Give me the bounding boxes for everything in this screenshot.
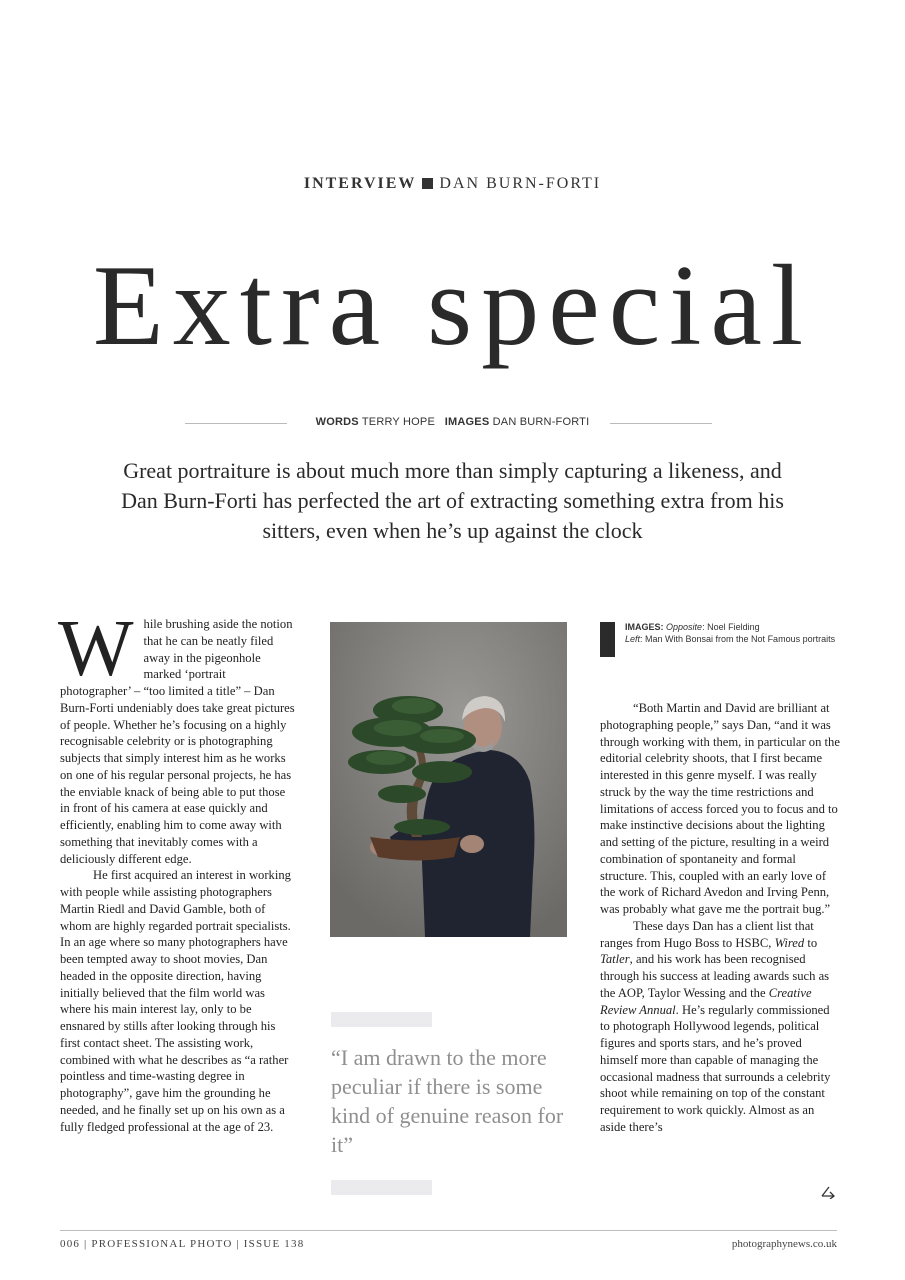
caption-left-label: Left (625, 634, 641, 644)
byline (0, 416, 905, 428)
images-author: DAN BURN-FORTI (492, 416, 590, 428)
words-label: WORDS (315, 416, 359, 428)
caption-opposite-text: : Noel Fielding (702, 622, 760, 632)
subject-label: DAN BURN-FORTI (439, 175, 602, 192)
pullquote: “I am drawn to the more peculiar if there is some kind of genuine reason for it” (331, 1045, 564, 1157)
body-paragraph: These days Dan has a client list that ranges from Hugo Boss to HSBC, Wired to Tatler, and his work has been recognised through his success at leading awards such as the AOP, Taylor Wessing and the Creative Review Annual. He’s regularly commissioned to photograph Hollywood legends, political figures and sports stars, and he’s proved himself more than capable of managing the occasional madness that surrounds a celebrity shoot while remaining on top of the constant requirement to work quickly. Almost as an aside there’s (600, 918, 831, 1134)
man-with-bonsai-image (330, 622, 567, 937)
body-column-3 (600, 700, 840, 1136)
caption-marker (600, 622, 615, 657)
folio: 006 | PROFESSIONAL PHOTO | ISSUE 138 (60, 1238, 305, 1250)
body-paragraph: He first acquired an interest in working with people while assisting photographers Martin Riedl and David Gamble, both of whom are highly regarded portrait specialists. In an age where so many photographers have been tempted away to shoot movies, Dan headed in the opposite direction, having initially believed that the film world was where his main interest lay, only to be ensnared by stills after looking through his first contact sheet. The assisting work, combined with what he describes as “a rather pointless and time-wasting degree in photography”, gave him the grounding he needed, and he finally set up on his own as a fully fledged professional at the age of 23. (60, 868, 291, 1134)
body-paragraph: “Both Martin and David are brilliant at photographing people,” says Dan, “and it was through working with them, in particular on the editorial celebrity shoots, that I first became interested in this genre myself. I was really struck by the way the time restrictions and limitations of access forced you to focus and to make instinctive decisions about the lighting and setting of the picture, resulting in a weird combination of spontaneity and formal structure. This, coupled with an early love of the work of Richard Avedon and Irving Penn, was probably what gave me the portrait bug.” (600, 701, 840, 916)
portrait-photo (330, 622, 567, 937)
body-paragraph: While brushing aside the notion that he can be neatly filed away in the pigeonhole marked ‘portrait photographer’ – “too limited a title” – Dan Burn-Forti undeniably does take great pictures of people. Whether he’s focusing on a highly recognisable celebrity or is photographing subjects that simply interest him as he works on one of his regular personal projects, he has the enviable knack of being able to put those in front of his camera at ease quickly and efficiently, enabling him to come away with something that inevitably comes with a deliciously different edge. (58, 605, 295, 866)
drop-cap: W (58, 605, 134, 693)
body-column-1 (58, 605, 296, 1135)
words-author: TERRY HOPE (361, 416, 435, 428)
section-label: INTERVIEW (303, 175, 417, 192)
square-bullet-icon (422, 178, 433, 189)
image-caption (625, 621, 840, 645)
caption-opposite-label: Opposite (666, 622, 703, 632)
pullquote-bar-bottom (331, 1180, 432, 1195)
images-label: IMAGES (444, 416, 490, 428)
standfirst: Great portraiture is about much more than simply capturing a likeness, and Dan Burn-Forti has perfected the art of extracting something extra from his sitters, even when he’s up against the clock (121, 458, 784, 543)
section-kicker (0, 175, 905, 193)
caption-label: IMAGES: (625, 622, 664, 632)
continue-arrow-icon[interactable] (820, 1183, 836, 1199)
website-url[interactable]: photographynews.co.uk (731, 1238, 837, 1250)
pullquote-bar-top (331, 1012, 432, 1027)
footer-rule (60, 1230, 837, 1231)
headline: Extra special (92, 242, 813, 370)
caption-left-text: : Man With Bonsai from the Not Famous portraits (640, 634, 836, 644)
